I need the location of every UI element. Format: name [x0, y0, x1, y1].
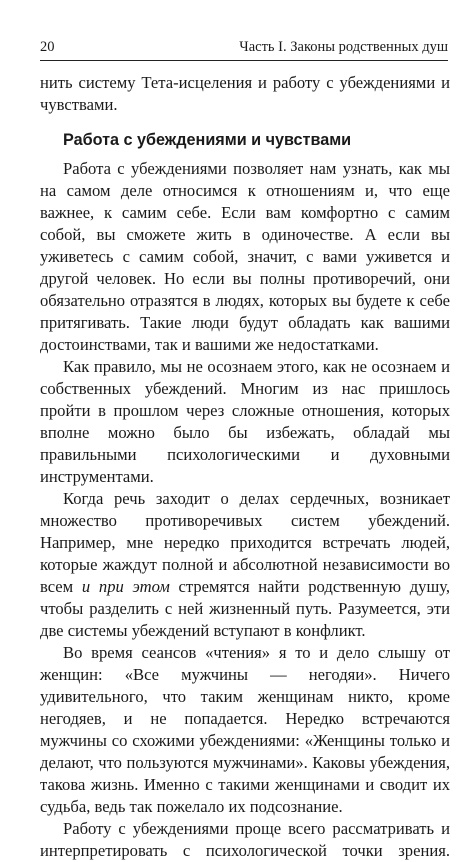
section-heading: Работа с убеждениями и чувствами — [63, 131, 352, 149]
paragraph-5: Работу с убеждениями проще всего рассматривать и интерпретировать с психологической точки зрения. — [40, 819, 450, 860]
paragraph-4: Во время сеансов «чтения» я то и дело слышу от женщин: «Все мужчины — негодяи». Ничего удивительного, что таким женщинам никто, кроме негодяев, и не попадается. Нередко встречаются мужчины со схожими убеждениями: «Женщины только и делают, что пользуются мужчинами». Каковы убеждения, такова жизнь. Именно с такими женщинами и сводит их судьба, ведь так пожелало их подсознание. — [40, 643, 450, 816]
paragraph-3 — [40, 488, 450, 642]
paragraph-2: Как правило, мы не осознаем этого, как не осознаем и собственных убеждений. Многим из нас пришлось пройти в прошлом через сложные отношения, которых вполне можно было бы избежать, обладай мы правильными психологическими и духовными инструментами. — [40, 357, 450, 486]
header-rule — [40, 60, 448, 61]
page-body — [40, 72, 450, 862]
page-number: 20 — [40, 39, 55, 55]
paragraph-1: Работа с убеждениями позволяет нам узнать, как мы на самом деле относимся к отношениям и, что еще важнее, к самим себе. Если вам комфортно с самим собой, вы сможете жить в одиночестве. А если вы уживетесь с самим собой, значит, с вами уживется и другой человек. Но если вы полны противоречий, они обязательно отразятся в людях, которых вы будете к себе притягивать. Такие люди будут обладать как вашими достоинствами, так и вашими же недостатками. — [40, 159, 450, 354]
continued-paragraph: нить систему Тета-исцеления и работу с убеждениями и чувствами. — [40, 73, 450, 114]
running-header — [40, 38, 448, 56]
paragraph-3-emphasis: и при этом — [81, 577, 170, 596]
paragraph-3-text-b: стремятся найти родственную душу, чтобы разделить с ней жизненный путь. Разумеется, эти две системы убеждений вступают в конфликт. — [40, 577, 451, 640]
paragraph-3-text-a: Когда речь заходит о делах сердечных, возникает множество противоречивых систем убеждений. Например, мне нередко приходится встречать людей, которые жаждут полной и абсолютной независимости во всем — [40, 489, 450, 596]
running-title: Часть I. Законы родственных душ — [239, 39, 448, 55]
